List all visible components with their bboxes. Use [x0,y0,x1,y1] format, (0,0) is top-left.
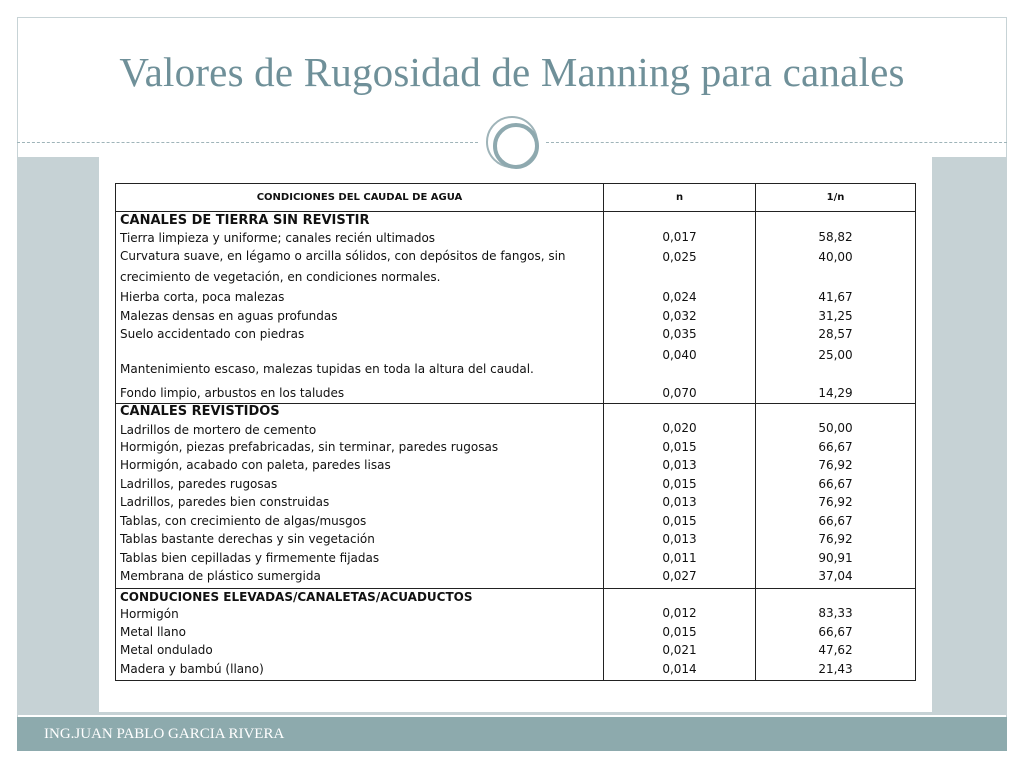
row-condition: Tablas, con crecimiento de algas/musgos [116,512,604,531]
table-row [116,378,916,403]
row-condition: Hierba corta, poca malezas [116,288,604,307]
table-header-row [116,184,916,212]
row-condition: Metal llano [116,623,604,642]
table-row [116,623,916,642]
table-row [116,512,916,531]
row-inverse-n: 83,33 [756,604,916,623]
row-condition: Ladrillos de mortero de cemento [116,419,604,438]
row-n: 0,035 [604,325,756,344]
row-inverse-n: 66,67 [756,438,916,457]
row-n: 0,014 [604,660,756,681]
table-row [116,246,916,288]
row-condition: Tierra limpieza y uniforme; canales recién ultimados [116,228,604,247]
table-row [116,475,916,494]
decorative-ring-icon [486,116,538,168]
row-inverse-n: 58,82 [756,228,916,247]
row-n: 0,024 [604,288,756,307]
table-row [116,530,916,549]
row-inverse-n: 76,92 [756,530,916,549]
row-inverse-n: 90,91 [756,549,916,568]
table-row [116,549,916,568]
row-n: 0,032 [604,307,756,326]
table-row [116,419,916,438]
row-condition: Tablas bastante derechas y sin vegetación [116,530,604,549]
row-inverse-n: 66,67 [756,623,916,642]
row-inverse-n: 31,25 [756,307,916,326]
row-condition: Fondo limpio, arbustos en los taludes [116,378,604,403]
row-inverse-n: 47,62 [756,641,916,660]
section-heading-row [116,403,916,419]
row-inverse-n: 76,92 [756,456,916,475]
table-row [116,567,916,588]
row-condition: Membrana de plástico sumergida [116,567,604,588]
row-n: 0,017 [604,228,756,247]
row-inverse-n: 25,00 [756,344,916,379]
table-row [116,456,916,475]
header-conditions: CONDICIONES DEL CAUDAL DE AGUA [116,184,604,212]
table-row [116,438,916,457]
table-row [116,344,916,379]
header-n: n [604,184,756,212]
row-n: 0,013 [604,493,756,512]
section-heading-row [116,588,916,604]
row-n: 0,012 [604,604,756,623]
row-condition: Hormigón, acabado con paleta, paredes lisas [116,456,604,475]
table-row [116,228,916,247]
row-condition: Ladrillos, paredes rugosas [116,475,604,494]
row-n: 0,040 [604,344,756,379]
section-heading-row [116,212,916,228]
row-n: 0,021 [604,641,756,660]
title-divider-right [546,142,1007,143]
row-n: 0,025 [604,246,756,288]
header-inverse-n: 1/n [756,184,916,212]
row-condition: Tablas bien cepilladas y firmemente fijadas [116,549,604,568]
row-n: 0,070 [604,378,756,403]
table-image-panel [99,157,932,712]
row-condition: Suelo accidentado con piedras [116,325,604,344]
row-inverse-n: 66,67 [756,475,916,494]
table-row [116,307,916,326]
row-condition: Malezas densas en aguas profundas [116,307,604,326]
row-inverse-n: 66,67 [756,512,916,531]
row-condition: Mantenimiento escaso, malezas tupidas en toda la altura del caudal. [116,344,604,379]
row-inverse-n: 41,67 [756,288,916,307]
section-title: CANALES REVISTIDOS [116,403,604,419]
row-inverse-n: 14,29 [756,378,916,403]
row-condition: Hormigón [116,604,604,623]
row-inverse-n: 28,57 [756,325,916,344]
row-n: 0,013 [604,530,756,549]
table-row [116,493,916,512]
row-n: 0,011 [604,549,756,568]
manning-table [115,183,916,681]
row-condition: Metal ondulado [116,641,604,660]
table-row [116,604,916,623]
table-row [116,660,916,681]
section-title: CANALES DE TIERRA SIN REVISTIR [116,212,604,228]
row-condition: Ladrillos, paredes bien construidas [116,493,604,512]
row-inverse-n: 76,92 [756,493,916,512]
row-condition: Madera y bambú (llano) [116,660,604,681]
row-n: 0,027 [604,567,756,588]
table-row [116,641,916,660]
row-n: 0,015 [604,623,756,642]
row-condition: Curvatura suave, en légamo o arcilla sólidos, con depósitos de fangos, sin crecimiento de vegetación, en condiciones normales. [116,246,604,288]
row-n: 0,015 [604,512,756,531]
title-divider-left [17,142,478,143]
footer-bar [17,717,1007,751]
section-title: CONDUCIONES ELEVADAS/CANALETAS/ACUADUCTOS [116,588,604,604]
row-n: 0,015 [604,475,756,494]
row-n: 0,015 [604,438,756,457]
row-inverse-n: 21,43 [756,660,916,681]
table-row [116,325,916,344]
row-inverse-n: 40,00 [756,246,916,288]
table-row [116,288,916,307]
row-inverse-n: 37,04 [756,567,916,588]
row-inverse-n: 50,00 [756,419,916,438]
slide-title: Valores de Rugosidad de Manning para canales [119,49,905,95]
row-condition: Hormigón, piezas prefabricadas, sin terminar, paredes rugosas [116,438,604,457]
row-n: 0,013 [604,456,756,475]
footer-author: ING.JUAN PABLO GARCIA RIVERA [44,726,285,742]
row-n: 0,020 [604,419,756,438]
